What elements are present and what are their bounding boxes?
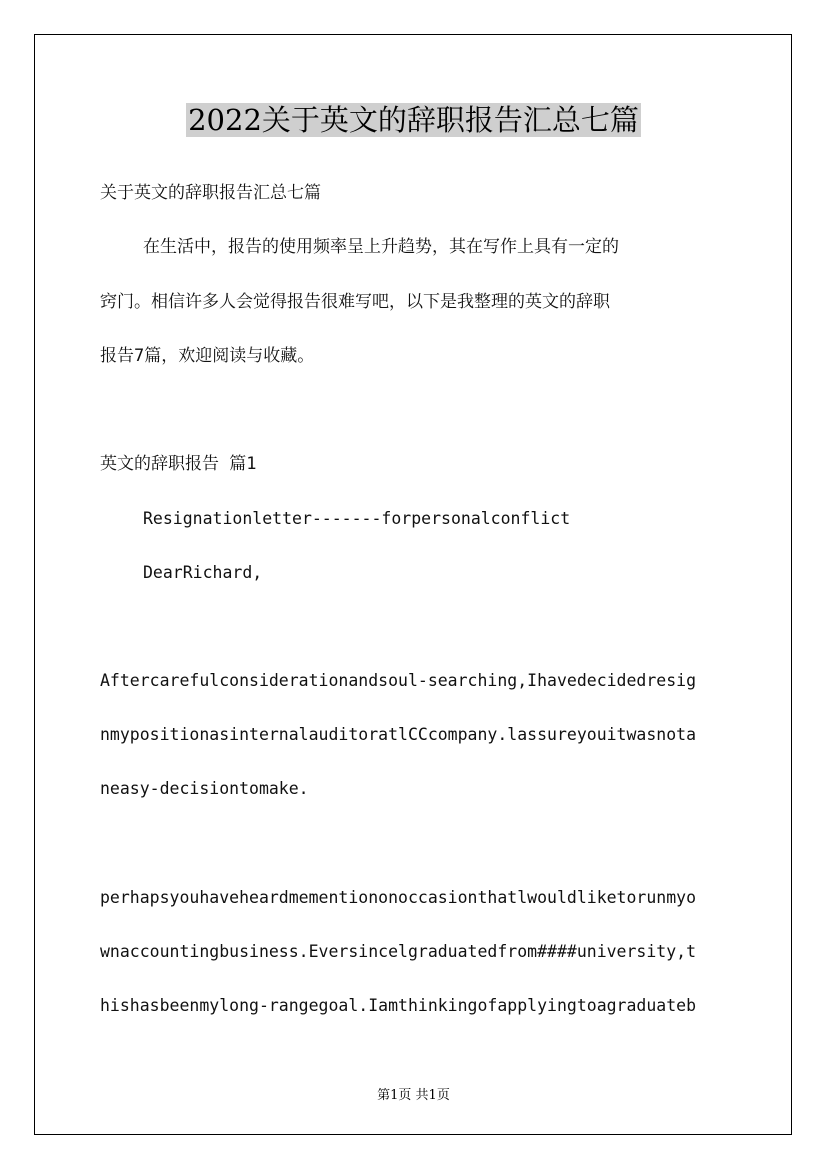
page-footer: 第1页 共1页	[377, 1088, 450, 1103]
letter-salutation: DearRichard,	[143, 563, 263, 582]
letter-subject: Resignationletter-------forpersonalconflict	[143, 509, 571, 528]
paragraph1-line-3: neasy-decisiontomake.	[100, 779, 309, 798]
paragraph2-line-2: wnaccountingbusiness.Eversincelgraduatedfrom####university,t	[100, 942, 697, 961]
paragraph1-line-2: nmypositionasinternalauditoratlCCcompany.lassureyouitwasnota	[100, 725, 697, 744]
paragraph2-line-3: hishasbeenmylong-rangegoal.Iamthinkingofapplyingtoagraduateb	[100, 996, 697, 1015]
intro-line-1: 在生活中，报告的使用频率呈上升趋势，其在写作上具有一定的	[143, 237, 619, 257]
intro-line-3: 报告7篇，欢迎阅读与收藏。	[100, 346, 315, 366]
paragraph1-line-1: Aftercarefulconsiderationandsoul-searching,Ihavedecidedresig	[100, 671, 697, 690]
paragraph2-line-1: perhapsyouhaveheardmementiononoccasionthatlwouldliketorunmyo	[100, 888, 697, 907]
document-title	[0, 98, 827, 142]
document-title-text: 2022关于英文的辞职报告汇总七篇	[188, 103, 639, 137]
intro-line-2: 窍门。相信许多人会觉得报告很难写吧，以下是我整理的英文的辞职	[100, 292, 610, 312]
document-subtitle: 关于英文的辞职报告汇总七篇	[100, 183, 321, 203]
section-heading: 英文的辞职报告 篇1	[100, 454, 257, 474]
